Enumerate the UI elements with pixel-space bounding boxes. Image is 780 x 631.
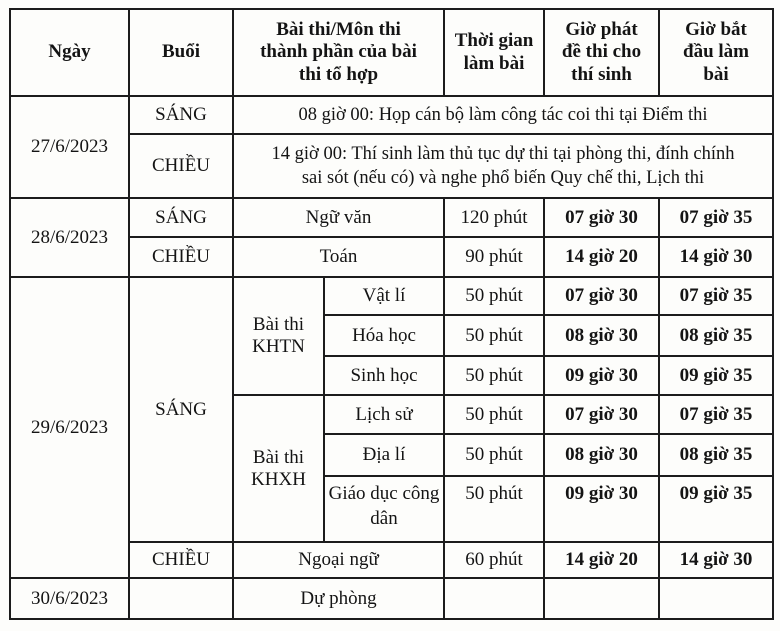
duration-cell: 90 phút — [444, 237, 544, 277]
header-exam-line3: thi tổ hợp — [298, 63, 379, 85]
start-time-cell: 08 giờ 35 — [659, 315, 773, 356]
handout-time-cell: 07 giờ 30 — [544, 277, 659, 315]
header-handout-line3: thí sinh — [571, 63, 632, 85]
session-cell-morning: SÁNG — [129, 277, 233, 542]
header-start-time — [659, 9, 773, 96]
header-duration — [444, 9, 544, 96]
subject-cell: Sinh học — [324, 356, 444, 395]
exam-schedule-table — [9, 8, 774, 620]
table-row — [10, 96, 773, 134]
subject-cell: Giáo dục công dân — [324, 476, 444, 542]
table-row — [10, 198, 773, 237]
date-cell-29-6: 29/6/2023 — [10, 277, 129, 578]
header-handout-line2: đề thi cho — [561, 41, 642, 63]
subject-cell: Lịch sử — [324, 395, 444, 434]
header-duration-line1: Thời gian — [454, 30, 534, 52]
handout-time-cell: 08 giờ 30 — [544, 315, 659, 356]
subject-cell: Toán — [233, 237, 444, 277]
header-start-line2: đầu làm — [683, 41, 750, 63]
start-time-cell: 14 giờ 30 — [659, 237, 773, 277]
duration-cell: 50 phút — [444, 434, 544, 476]
session-cell-morning: SÁNG — [129, 96, 233, 134]
handout-time-cell: 09 giờ 30 — [544, 356, 659, 395]
header-date: Ngày — [10, 9, 129, 96]
subject-cell-reserve: Dự phòng — [233, 578, 444, 619]
header-handout-time — [544, 9, 659, 96]
duration-cell: 50 phút — [444, 356, 544, 395]
handout-time-cell: 14 giờ 20 — [544, 542, 659, 578]
start-time-cell: 14 giờ 30 — [659, 542, 773, 578]
date-cell-28-6: 28/6/2023 — [10, 198, 129, 277]
handout-time-cell-empty — [544, 578, 659, 619]
session-cell-afternoon: CHIỀU — [129, 237, 233, 277]
handout-time-cell: 07 giờ 30 — [544, 198, 659, 237]
session-cell-afternoon: CHIỀU — [129, 134, 233, 198]
duration-cell: 50 phút — [444, 277, 544, 315]
session-cell-afternoon: CHIỀU — [129, 542, 233, 578]
table-row — [10, 578, 773, 619]
note-27-line1: 14 giờ 00: Thí sinh làm thủ tục dự thi tại phòng thi, đính chính — [271, 143, 735, 164]
header-session: Buổi — [129, 9, 233, 96]
header-exam-line2: thành phần của bài — [260, 41, 417, 63]
table-header-row — [10, 9, 773, 96]
handout-time-cell: 07 giờ 30 — [544, 395, 659, 434]
header-exam — [233, 9, 444, 96]
start-time-cell: 09 giờ 35 — [659, 356, 773, 395]
subject-cell: Địa lí — [324, 434, 444, 476]
duration-cell: 50 phút — [444, 315, 544, 356]
subject-cell: Ngữ văn — [233, 198, 444, 237]
note-27-line2: sai sót (nếu có) và nghe phổ biến Quy chế thi, Lịch thi — [301, 168, 705, 188]
duration-cell-empty — [444, 578, 544, 619]
date-cell-30-6: 30/6/2023 — [10, 578, 129, 619]
duration-cell: 50 phút — [444, 395, 544, 434]
handout-time-cell: 14 giờ 20 — [544, 237, 659, 277]
handout-time-cell: 08 giờ 30 — [544, 434, 659, 476]
session-cell-morning: SÁNG — [129, 198, 233, 237]
handout-time-cell: 09 giờ 30 — [544, 476, 659, 542]
header-duration-line2: làm bài — [463, 52, 525, 74]
header-start-line1: Giờ bắt — [685, 18, 747, 40]
note-cell-morning-27: 08 giờ 00: Họp cán bộ làm công tác coi thi tại Điểm thi — [233, 96, 773, 134]
exam-group-cell-khxh: Bài thi KHXH — [233, 395, 324, 542]
duration-cell: 60 phút — [444, 542, 544, 578]
exam-group-cell-khtn: Bài thi KHTN — [233, 277, 324, 395]
subject-cell: Ngoại ngữ — [233, 542, 444, 578]
start-time-cell: 09 giờ 35 — [659, 476, 773, 542]
header-exam-line1: Bài thi/Môn thi — [276, 18, 401, 40]
start-time-cell: 08 giờ 35 — [659, 434, 773, 476]
header-start-line3: bài — [703, 63, 729, 85]
date-cell-27-6: 27/6/2023 — [10, 96, 129, 198]
subject-cell: Vật lí — [324, 277, 444, 315]
duration-cell: 120 phút — [444, 198, 544, 237]
start-time-cell: 07 giờ 35 — [659, 395, 773, 434]
table-row — [10, 277, 773, 315]
subject-cell: Hóa học — [324, 315, 444, 356]
note-cell-afternoon-27 — [233, 134, 773, 198]
session-cell-empty — [129, 578, 233, 619]
start-time-cell-empty — [659, 578, 773, 619]
start-time-cell: 07 giờ 35 — [659, 198, 773, 237]
header-handout-line1: Giờ phát — [565, 18, 638, 40]
start-time-cell: 07 giờ 35 — [659, 277, 773, 315]
duration-cell: 50 phút — [444, 476, 544, 542]
